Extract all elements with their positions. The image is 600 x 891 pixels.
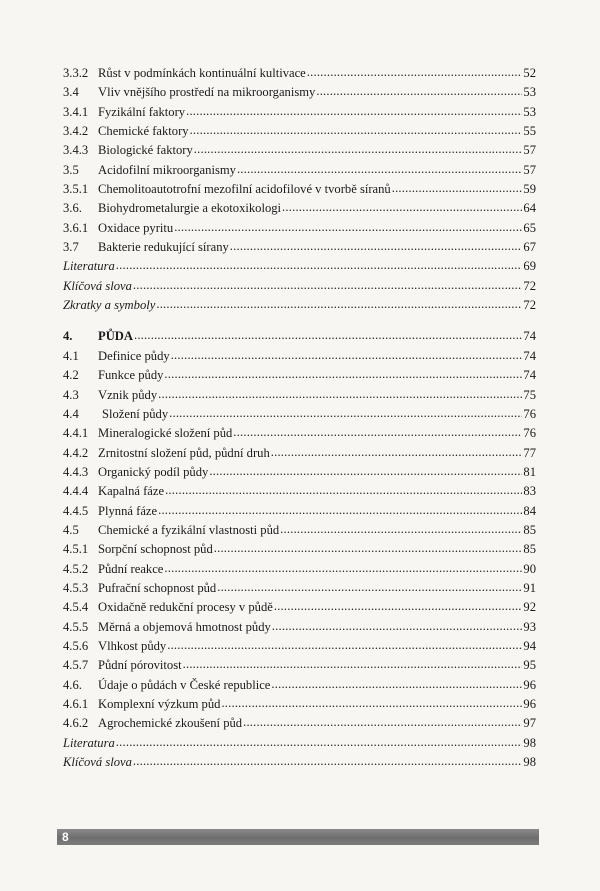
toc-leader-dots: [183, 655, 523, 674]
toc-entry: [63, 598, 536, 617]
toc-entry-page: 98: [523, 735, 536, 750]
toc-entry-number: 4.4.5: [63, 503, 89, 518]
toc-entry-title: Půdní pórovitost: [98, 658, 182, 673]
toc-leader-dots: [167, 636, 522, 655]
toc-entry-number: 3.4.3: [63, 143, 89, 158]
toc-entry-title: Klíčová slova: [63, 755, 132, 770]
toc-leader-dots: [243, 713, 522, 732]
toc-entry-page: 74: [523, 348, 536, 363]
toc-entry-page: 65: [523, 220, 536, 235]
toc-leader-dots: [186, 102, 522, 121]
toc-entry-title: Vlhkost půdy: [98, 638, 167, 653]
toc-entry-page: 67: [523, 240, 536, 255]
toc-leader-dots: [158, 385, 522, 404]
toc-entry-title: Vznik půdy: [98, 387, 158, 402]
toc-entry: [63, 366, 536, 385]
toc-leader-dots: [133, 276, 523, 295]
toc-entry-number: 4.5.1: [63, 542, 89, 557]
toc-entry-title: Plynná fáze: [98, 503, 158, 518]
toc-leader-dots: [237, 160, 522, 179]
toc-entry: [63, 103, 536, 122]
toc-entry-title: Chemické a fyzikální vlastnosti půd: [98, 522, 280, 537]
toc-entry: [63, 579, 536, 598]
toc-entry-title: Zkratky a symboly: [63, 298, 156, 313]
toc-entry-page: 57: [523, 143, 536, 158]
toc-entry-number: 4.4.4: [63, 484, 89, 499]
toc-entry-title: PŮDA: [98, 329, 133, 344]
toc-entry-title: Fyzikální faktory: [98, 104, 186, 119]
toc-entry: [63, 714, 536, 733]
toc-leader-dots: [316, 82, 522, 101]
toc-entry: [63, 444, 536, 463]
toc-entry-title: Bakterie redukující sírany: [98, 240, 229, 255]
toc-entry-title: Kapalná fáze: [98, 484, 165, 499]
toc-entry: [63, 560, 536, 579]
toc-entry: [63, 161, 536, 180]
toc-entry: [63, 502, 536, 521]
toc-entry: [63, 386, 536, 405]
toc-entry: [63, 695, 536, 714]
toc-entry-title: Zrnitostní složení půd, půdní druh: [98, 445, 270, 460]
toc-entry: [63, 637, 536, 656]
toc-entry-title: Agrochemické zkoušení půd: [98, 716, 243, 731]
toc-entry: [63, 199, 536, 218]
toc-entry-page: 53: [523, 85, 536, 100]
toc-entry-number: 4.: [63, 329, 73, 344]
toc-entry-title: Složení půdy: [102, 406, 169, 421]
toc-entry: [63, 219, 536, 238]
toc-leader-dots: [164, 365, 522, 384]
toc-entry-title: Mineralogické složení půd: [98, 426, 233, 441]
toc-leader-dots: [271, 675, 522, 694]
toc-entry-title: Definice půdy: [98, 348, 170, 363]
toc-entry-title: Oxidace pyritu: [98, 220, 174, 235]
toc-entry: [63, 424, 536, 443]
toc-entry-number: 4.5: [63, 522, 79, 537]
toc-entry-number: 3.3.2: [63, 66, 89, 80]
toc-entry: [63, 618, 536, 637]
toc-entry-page: 92: [523, 600, 536, 615]
toc-leader-dots: [272, 617, 523, 636]
toc-entry-number: 4.5.3: [63, 580, 89, 595]
toc-leader-dots: [274, 597, 523, 616]
toc-entry-title: Chemické faktory: [98, 124, 189, 139]
toc-leader-dots: [217, 578, 522, 597]
toc-entry: [63, 296, 536, 315]
toc-leader-dots: [133, 752, 523, 771]
toc-entry-number: 4.4.2: [63, 445, 89, 460]
toc-entry-page: 96: [523, 697, 536, 711]
toc-entry-page: 85: [523, 542, 536, 557]
toc-entry: [63, 753, 536, 772]
toc-leader-dots: [194, 140, 523, 159]
toc-entry: [63, 238, 536, 257]
toc-leader-dots: [165, 481, 522, 500]
toc-entry: [63, 141, 536, 160]
toc-entry-title: Klíčová slova: [63, 278, 132, 293]
toc-leader-dots: [156, 295, 522, 314]
toc-entry-number: 4.4.3: [63, 464, 89, 479]
toc-entry: [63, 521, 536, 540]
toc-entry: [63, 347, 536, 366]
toc-entry-page: 55: [523, 124, 536, 139]
toc-entry-page: 74: [523, 329, 536, 344]
toc-entry-number: 3.6.1: [63, 220, 89, 235]
toc-entry-page: 93: [523, 619, 536, 634]
toc-entry: [63, 257, 536, 276]
toc-leader-dots: [271, 443, 523, 462]
toc-entry-page: 59: [523, 182, 536, 197]
toc-leader-dots: [174, 218, 522, 237]
toc-entry-number: 4.2: [63, 368, 79, 383]
toc-entry: [63, 83, 536, 102]
toc-entry-number: 3.5: [63, 162, 79, 177]
toc-leader-dots: [280, 520, 522, 539]
toc-entry-number: 4.1: [63, 348, 79, 363]
page-number: 8: [62, 830, 69, 844]
toc-entry-page: 91: [523, 580, 536, 595]
toc-entry-page: 57: [523, 162, 536, 177]
toc-entry-number: 4.5.2: [63, 561, 89, 576]
toc-leader-dots: [307, 63, 523, 82]
toc-entry-page: 72: [523, 298, 536, 313]
table-of-contents: [63, 64, 536, 772]
toc-entry: [63, 405, 536, 424]
toc-entry-title: Měrná a objemová hmotnost půdy: [98, 619, 271, 634]
footer-bar: [57, 829, 539, 845]
toc-entry-number: 3.7: [63, 240, 79, 255]
toc-entry-page: 74: [523, 368, 536, 383]
toc-entry-number: 3.4: [63, 85, 79, 100]
toc-entry-page: 94: [523, 638, 536, 653]
toc-entry-number: 4.5.7: [63, 658, 89, 673]
toc-entry-page: 81: [523, 464, 536, 479]
toc-entry-title: Biologické faktory: [98, 143, 193, 158]
toc-entry-title: Oxidačně redukční procesy v půdě: [98, 600, 273, 615]
toc-entry-title: Acidofilní mikroorganismy: [98, 162, 236, 177]
toc-entry-title: Sorpční schopnost půd: [98, 542, 213, 557]
toc-entry: [63, 482, 536, 501]
toc-entry-page: 85: [523, 522, 536, 537]
toc-leader-dots: [134, 326, 522, 345]
toc-leader-dots: [116, 256, 523, 275]
toc-leader-dots: [392, 179, 523, 198]
toc-entry: [63, 327, 536, 346]
toc-entry-page: 64: [523, 201, 536, 216]
toc-leader-dots: [209, 462, 522, 481]
toc-entry-number: 3.4.1: [63, 104, 89, 119]
toc-leader-dots: [230, 237, 523, 256]
toc-entry-page: 90: [523, 561, 536, 576]
toc-entry-title: Literatura: [63, 735, 115, 750]
toc-entry-number: 4.6.2: [63, 716, 89, 731]
toc-entry-title: Růst v podmínkách kontinuální kultivace: [98, 66, 306, 80]
toc-entry-number: 4.4.1: [63, 426, 89, 441]
toc-entry-page: 96: [523, 677, 536, 692]
toc-entry-page: 76: [523, 426, 536, 441]
toc-leader-dots: [116, 733, 523, 752]
toc-entry: [63, 122, 536, 141]
toc-entry: [63, 180, 536, 199]
toc-entry: [63, 676, 536, 695]
toc-entry-page: 52: [523, 66, 536, 80]
toc-leader-dots: [282, 198, 522, 217]
toc-entry: [63, 734, 536, 753]
toc-entry: [63, 64, 536, 83]
toc-entry-number: 3.6.: [63, 201, 82, 216]
toc-entry-page: 77: [523, 445, 536, 460]
toc-entry-title: Funkce půdy: [98, 368, 164, 383]
toc-entry-number: 4.4: [63, 406, 79, 421]
toc-entry-page: 98: [523, 755, 536, 770]
toc-entry-number: 3.5.1: [63, 182, 89, 197]
toc-entry-page: 75: [523, 387, 536, 402]
toc-entry-title: Údaje o půdách v České republice: [98, 677, 271, 692]
toc-leader-dots: [171, 346, 523, 365]
toc-entry-page: 72: [523, 278, 536, 293]
toc-entry-title: Biohydrometalurgie a ekotoxikologi: [98, 201, 282, 216]
toc-entry-title: Literatura: [63, 259, 115, 274]
toc-entry-number: 4.5.4: [63, 600, 89, 615]
toc-leader-dots: [233, 423, 522, 442]
toc-entry-page: 76: [523, 406, 536, 421]
toc-entry: [63, 463, 536, 482]
toc-entry-number: 4.6.: [63, 677, 82, 692]
toc-entry-number: 4.5.6: [63, 638, 89, 653]
toc-leader-dots: [221, 694, 522, 713]
toc-leader-dots: [164, 559, 522, 578]
toc-entry-page: 83: [523, 484, 536, 499]
toc-entry-page: 95: [523, 658, 536, 673]
toc-entry-title: Organický podíl půdy: [98, 464, 209, 479]
toc-entry-title: Vliv vnějšího prostředí na mikroorganismy: [98, 85, 316, 100]
toc-entry-page: 53: [523, 104, 536, 119]
toc-entry-page: 84: [523, 503, 536, 518]
toc-entry-title: Chemolitoautotrofní mezofilní acidofilové v tvorbě síranů: [98, 182, 391, 197]
toc-entry-number: 4.3: [63, 387, 79, 402]
toc-entry-title: Půdní reakce: [98, 561, 164, 576]
toc-entry-number: 3.4.2: [63, 124, 89, 139]
toc-entry: [63, 656, 536, 675]
toc-entry-page: 69: [523, 259, 536, 274]
toc-entry: [63, 277, 536, 296]
toc-leader-dots: [169, 404, 522, 423]
toc-entry-title: Pufrační schopnost půd: [98, 580, 217, 595]
toc-leader-dots: [190, 121, 523, 140]
toc-entry-number: 4.6.1: [63, 697, 89, 711]
toc-leader-dots: [158, 501, 522, 520]
toc-entry-title: Komplexní výzkum půd: [98, 697, 221, 711]
toc-entry-page: 97: [523, 716, 536, 731]
toc-entry-number: 4.5.5: [63, 619, 89, 634]
toc-entry: [63, 540, 536, 559]
toc-leader-dots: [214, 539, 523, 558]
